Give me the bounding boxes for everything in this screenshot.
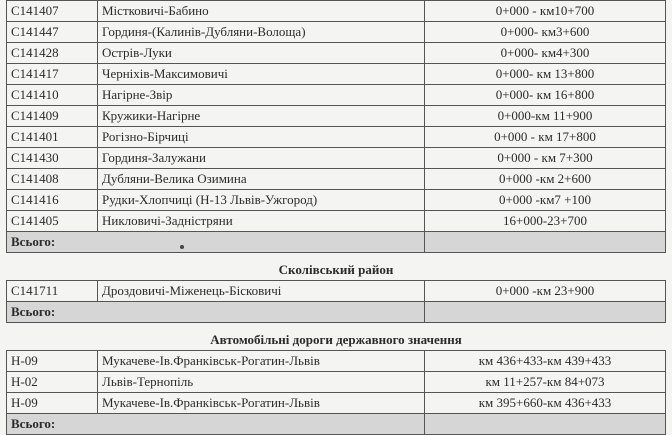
section-title-state-roads: Автомобільні дороги державного значення <box>210 332 462 347</box>
roads-table-skole <box>6 280 666 323</box>
road-km-range: 0+000 -км 23+900 <box>425 281 666 302</box>
road-name: Гординя-Залужани <box>98 148 425 169</box>
road-km-range: 0+000 -км7 +100 <box>425 190 666 211</box>
road-name: Рудки-Хлопчиці (Н-13 Львів-Ужгород) <box>98 190 425 211</box>
road-name: Мукачеве-Ів.Франківськ-Рогатин-Львів <box>98 351 425 372</box>
road-km-range: км 11+257-км 84+073 <box>425 372 666 393</box>
road-code: С141409 <box>7 106 98 127</box>
road-code: С141401 <box>7 127 98 148</box>
road-km-range: 0+000- км4+300 <box>425 43 666 64</box>
road-code: С141430 <box>7 148 98 169</box>
road-name: Дроздовичі-Міженець-Бісковичі <box>98 281 425 302</box>
total-row <box>7 302 666 323</box>
road-code: С141405 <box>7 211 98 232</box>
road-name: Львів-Тернопіль <box>98 372 425 393</box>
road-code: С141416 <box>7 190 98 211</box>
table-row <box>7 64 666 85</box>
road-code: Н-09 <box>7 351 98 372</box>
total-row <box>7 414 666 435</box>
road-km-range: км 436+433-км 439+433 <box>425 351 666 372</box>
table-row <box>7 85 666 106</box>
total-row <box>7 232 666 253</box>
roads-table-body <box>7 1 666 232</box>
section-title-skole: Сколівський район <box>278 262 394 277</box>
table-row <box>7 351 666 372</box>
table-row <box>7 43 666 64</box>
road-code: С141417 <box>7 64 98 85</box>
table-row <box>7 211 666 232</box>
scan-speck <box>180 245 184 249</box>
road-code: С141711 <box>7 281 98 302</box>
road-name: Дубляни-Велика Озимина <box>98 169 425 190</box>
table-row <box>7 22 666 43</box>
roads-table-body <box>7 281 666 302</box>
road-name: Никловичі-Задністряни <box>98 211 425 232</box>
road-name: Мукачеве-Ів.Франківськ-Рогатин-Львів <box>98 393 425 414</box>
road-km-range: 0+000- км3+600 <box>425 22 666 43</box>
table-row <box>7 148 666 169</box>
table-row <box>7 1 666 22</box>
road-km-range: 0+000 - км10+700 <box>425 1 666 22</box>
road-name: Гординя-(Калинів-Дубляни-Волоща) <box>98 22 425 43</box>
table-row <box>7 169 666 190</box>
road-code: С141408 <box>7 169 98 190</box>
table-row <box>7 281 666 302</box>
roads-table-state <box>6 350 666 435</box>
table-row <box>7 106 666 127</box>
table-row <box>7 127 666 148</box>
road-name: Острів-Луки <box>98 43 425 64</box>
road-name: Черніхів-Максимовичі <box>98 64 425 85</box>
road-name: Рогізно-Бірчиці <box>98 127 425 148</box>
total-label: Всього: <box>7 302 98 323</box>
roads-table-local <box>6 0 666 253</box>
road-code: Н-09 <box>7 393 98 414</box>
road-km-range: 0+000 - км 7+300 <box>425 148 666 169</box>
road-code: Н-02 <box>7 372 98 393</box>
road-km-range: 0+000 -км 2+600 <box>425 169 666 190</box>
road-km-range: 0+000-км 11+900 <box>425 106 666 127</box>
road-km-range: 0+000- км 13+800 <box>425 64 666 85</box>
road-name: Нагірне-Звір <box>98 85 425 106</box>
roads-table-body <box>7 351 666 414</box>
road-code: С141410 <box>7 85 98 106</box>
total-label: Всього: <box>7 414 98 435</box>
road-km-range: 16+000-23+700 <box>425 211 666 232</box>
road-name: Містковичі-Бабино <box>98 1 425 22</box>
road-km-range: км 395+660-км 436+433 <box>425 393 666 414</box>
table-row <box>7 372 666 393</box>
document-page <box>6 0 666 435</box>
road-code: С141428 <box>7 43 98 64</box>
road-km-range: 0+000 - км 17+800 <box>425 127 666 148</box>
road-name: Кружики-Нагірне <box>98 106 425 127</box>
table-row <box>7 393 666 414</box>
road-code: С141447 <box>7 22 98 43</box>
road-km-range: 0+000- км 16+800 <box>425 85 666 106</box>
road-code: С141407 <box>7 1 98 22</box>
total-label: Всього: <box>7 232 98 253</box>
table-row <box>7 190 666 211</box>
